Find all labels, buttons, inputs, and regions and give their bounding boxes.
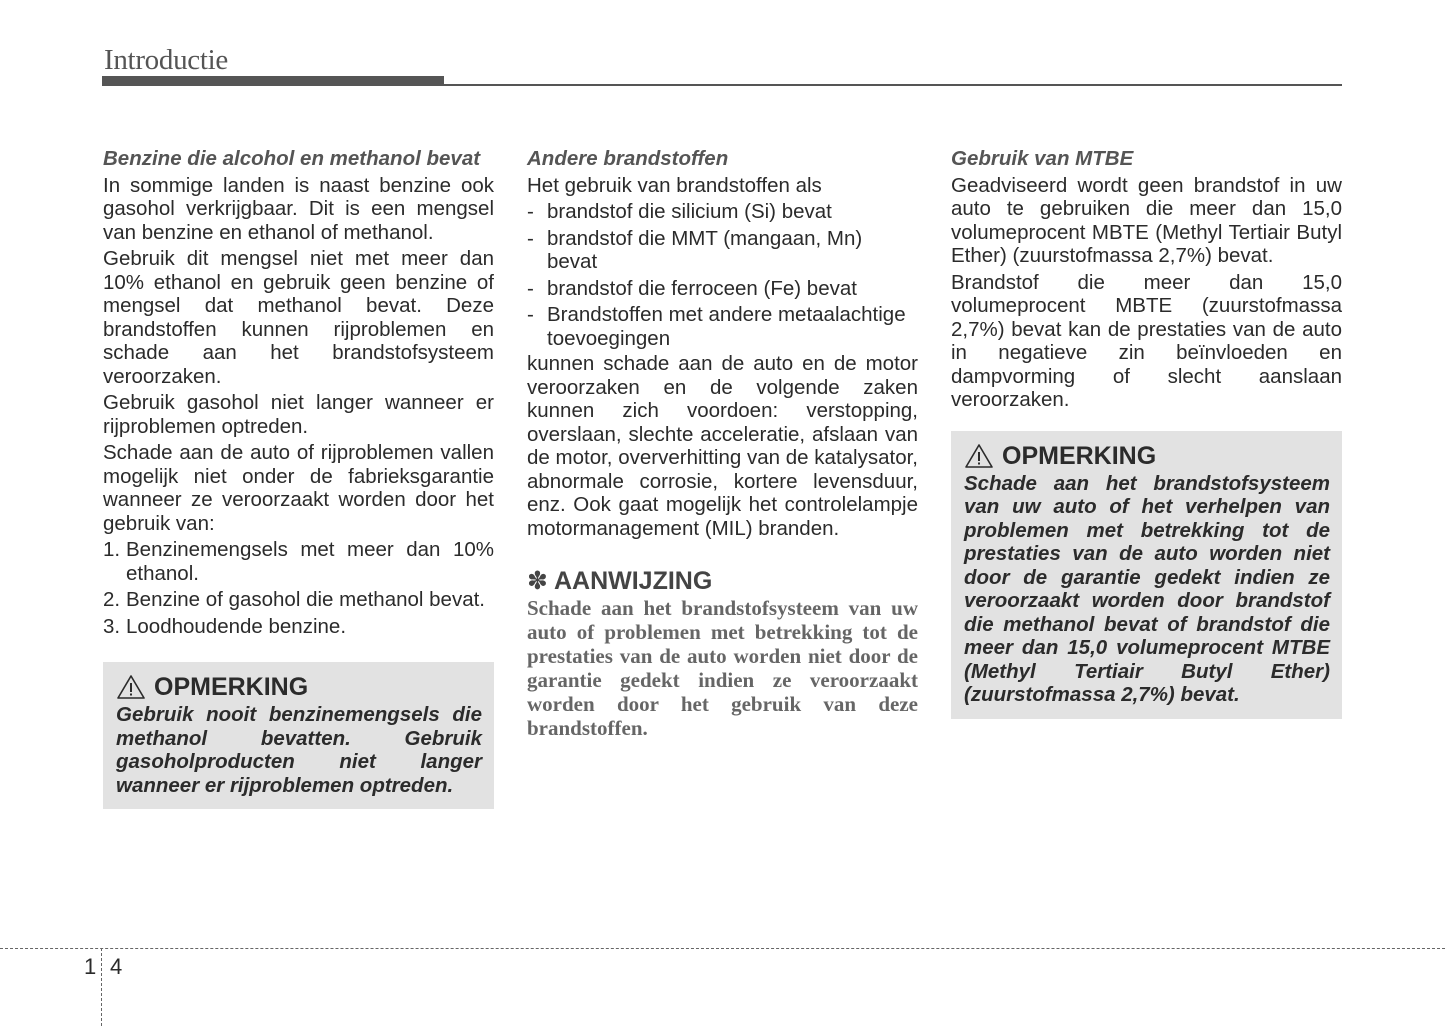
list-item [527, 200, 918, 224]
page-header-title: Introductie [104, 44, 228, 76]
header-rule-thin [442, 84, 1342, 86]
paragraph: Brandstof die meer dan 15,0 volumeprocent MBTE (zuurstofmassa 2,7%) bevat kan de prestaties van de auto in negatieve zin beïnvloeden en dampvorming of slecht aanslaan veroorzaken. [951, 270, 1342, 411]
paragraph: In sommige landen is naast benzine ook gasohol verkrijgbaar. Dit is een mengsel van benzine en ethanol of methanol. [103, 173, 494, 244]
hint-body: Schade aan het brandstofsysteem van uw auto of problemen met betrekking tot de prestaties van de auto worden niet door de garantie gedekt indien ze veroorzaakt worden door het gebruik van deze brandstoffen. [527, 596, 918, 740]
header-rule-thick [102, 76, 444, 86]
list-item-text: Loodhoudende benzine. [126, 614, 347, 638]
list-number: 3. [103, 614, 121, 638]
list-item-text: Benzinemengsels met meer dan 10% ethanol. [126, 538, 494, 585]
paragraph: kunnen schade aan de auto en de motor veroorzaken en de volgende zaken kunnen zich voordoen: verstopping, overslaan, slechte acceleratie, afslaan van de motor, oververhitting van de katalysator, abnormale corrosie, kortere levensduur, enz. Ook gaat mogelijk het controlelampje motormanagement (MIL) branden. [527, 352, 918, 540]
list-item-text: Benzine of gasohol die methanol bevat. [126, 588, 486, 611]
list-dash: - [527, 226, 534, 250]
list-item [527, 277, 918, 301]
numbered-list [103, 538, 494, 638]
list-number: 2. [103, 588, 121, 611]
note-heading [964, 441, 1330, 471]
note-body: Gebruik nooit benzinemengsels die methanol bevatten. Gebruik gasoholproducten niet langer wanneer er rijproblemen optreden. [116, 703, 482, 797]
list-item-text: Brandstoffen met andere metaalachtige toevoegingen [547, 303, 906, 350]
list-dash: - [527, 303, 534, 326]
list-item [103, 538, 494, 585]
paragraph: Gebruik dit mengsel niet met meer dan 10% ethanol en gebruik geen benzine of mengsel dat methanol bevat. Deze brandstoffen kunnen rijproblemen en schade aan het brandstofsysteem veroorzaken. [103, 247, 494, 388]
warning-triangle-icon [964, 443, 994, 469]
column-middle [527, 147, 918, 740]
list-item-text: brandstof die MMT (mangaan, Mn) bevat [547, 226, 863, 273]
list-dash: - [527, 200, 534, 223]
fuel-list [527, 200, 918, 350]
list-item [103, 588, 494, 612]
page-number: 4 [110, 954, 123, 979]
warning-triangle-icon [116, 674, 146, 700]
footer-dashed-rule [0, 948, 1445, 949]
section-heading-other-fuels: Andere brandstoffen [527, 147, 729, 170]
list-number: 1. [103, 538, 121, 561]
note-body: Schade aan het brandstofsysteem van uw auto of het verhelpen van problemen met betrekking tot de prestaties van de auto worden niet door de garantie gedekt indien ze veroorzaakt worden door brandstof die methanol bevat of brandstof die meer dan 15,0 volumeprocent MTBE (Methyl Tertiair Butyl Ether) (zuurstofmassa 2,7%) bevat. [964, 471, 1330, 706]
chapter-number: 1 [84, 954, 97, 979]
note-title: OPMERKING [1002, 441, 1157, 470]
list-item [103, 615, 494, 639]
list-dash: - [527, 276, 534, 300]
note-title: OPMERKING [154, 673, 309, 701]
paragraph: Schade aan de auto of rijproblemen vallen mogelijk niet onder de fabrieksgarantie wanneer ze veroorzaakt worden door het gebruik van: [103, 441, 494, 535]
column-right [951, 147, 1342, 719]
paragraph: Geadviseerd wordt geen brandstof in uw auto te gebruiken die meer dan 15,0 volumeprocent MBTE (Methyl Tertiair Butyl Ether) (zuurstofmassa 2,7%) bevat. [951, 173, 1342, 267]
hint-heading: ✽ AANWIJZING [527, 567, 713, 595]
warning-note-box [951, 431, 1342, 719]
list-item-text: brandstof die silicium (Si) bevat [547, 200, 832, 223]
list-item [527, 227, 918, 274]
list-item [527, 303, 918, 350]
warning-note-box [103, 662, 494, 809]
paragraph: Gebruik gasohol niet langer wanneer er rijproblemen optreden. [103, 391, 494, 438]
paragraph: Het gebruik van brandstoffen als [527, 173, 822, 197]
column-left [103, 147, 494, 809]
note-heading [116, 672, 482, 702]
footer-dashed-divider [101, 948, 102, 1026]
section-heading-mtbe: Gebruik van MTBE [951, 147, 1134, 170]
section-heading-alcohol-methanol: Benzine die alcohol en methanol bevat [103, 147, 481, 170]
list-item-text: brandstof die ferroceen (Fe) bevat [547, 276, 857, 300]
